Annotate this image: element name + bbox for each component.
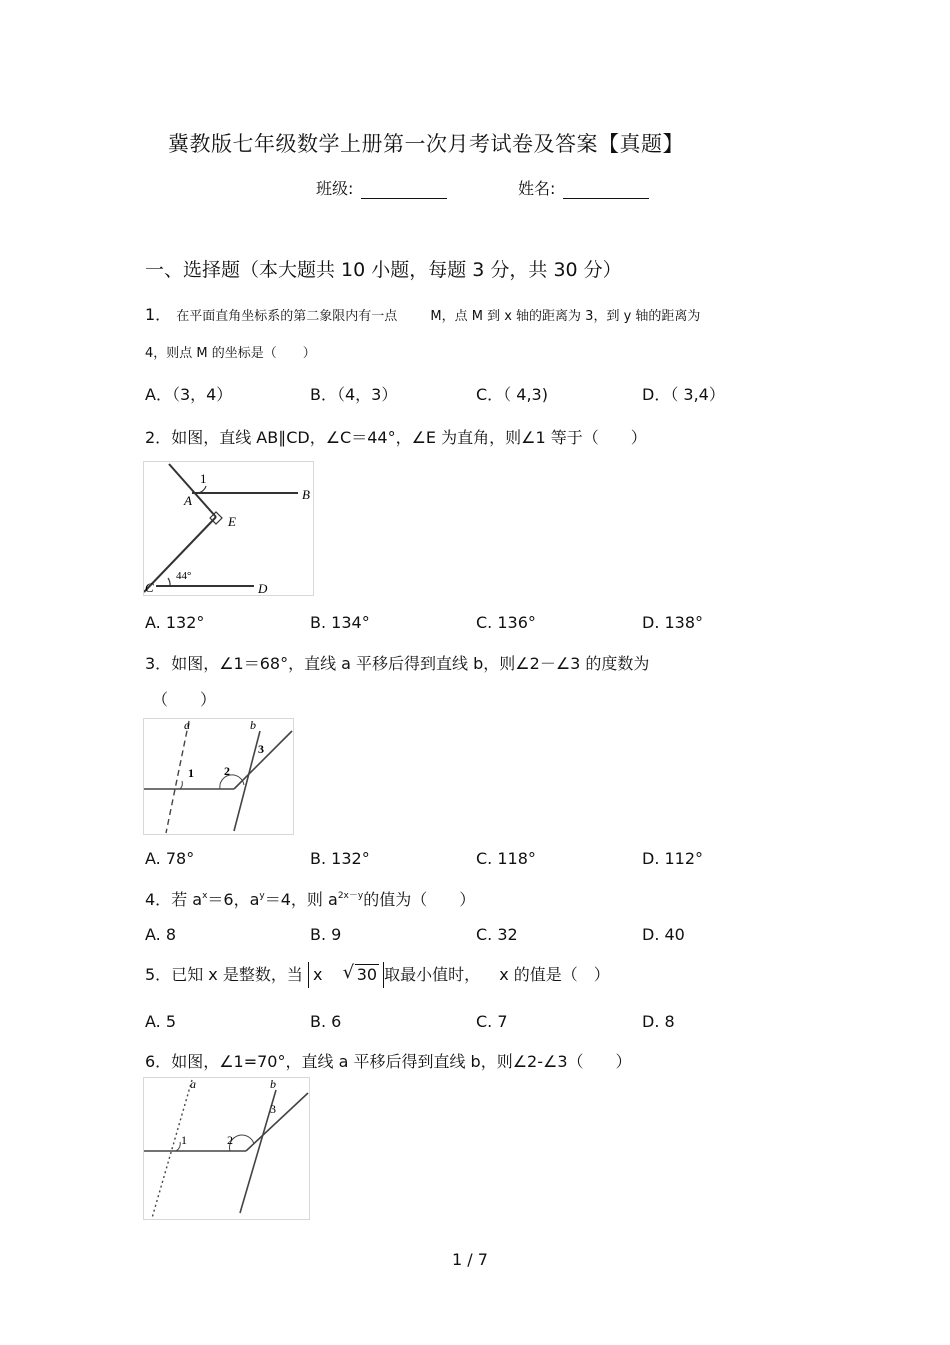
option-b: B. 6 <box>310 1012 342 1031</box>
figure-label: b <box>270 1078 276 1091</box>
figure-label: 2 <box>224 764 230 778</box>
question-3-paren: （ ） <box>152 690 217 709</box>
page-number: 1 / 7 <box>452 1250 488 1269</box>
option-d: D. 138° <box>642 613 704 632</box>
option-a: A. 8 <box>145 925 177 944</box>
option-d: D. 8 <box>642 1012 675 1031</box>
absolute-value-expression <box>308 962 384 988</box>
question-number: 4． <box>145 890 172 909</box>
question-number: 2． <box>145 428 172 447</box>
question-number: 6． <box>145 1052 172 1071</box>
figure-label: b <box>250 719 256 732</box>
question-3 <box>145 651 649 674</box>
figure-q2 <box>143 461 314 596</box>
question-text: 如图，∠1=70°，直线 a 平移后得到直线 b，则∠2-∠3（ ） <box>171 1052 632 1071</box>
superscript: x <box>202 891 208 901</box>
page-title: 冀教版七年级数学上册第一次月考试卷及答案【真题】 <box>168 132 684 156</box>
sqrt-expression <box>343 962 379 988</box>
option-d: D. 112° <box>642 849 704 868</box>
option-c: C．（ 4,3) <box>476 385 548 404</box>
question-1-line-1 <box>145 302 700 325</box>
option-c: C. 136° <box>476 613 536 632</box>
question-text: 已知 x 是整数，当 <box>171 965 303 984</box>
section-heading: 一、选择题（本大题共 10 小题，每题 3 分，共 30 分） <box>145 259 622 281</box>
name-field <box>518 176 649 199</box>
class-blank <box>361 182 447 199</box>
figure-q6 <box>143 1077 310 1220</box>
math-var: x <box>312 965 323 984</box>
name-label: 姓名: <box>518 179 556 198</box>
option-b: B. 9 <box>310 925 342 944</box>
question-number: 5． <box>145 965 172 984</box>
question-text: ＝6，a <box>207 890 260 909</box>
question-text: 如图，∠1＝68°，直线 a 平移后得到直线 b，则∠2－∠3 的度数为 <box>171 654 650 673</box>
figure-label: a <box>190 1078 196 1091</box>
option-c: C. 7 <box>476 1012 508 1031</box>
class-label: 班级: <box>316 179 354 198</box>
option-d: D. 40 <box>642 925 685 944</box>
figure-label: 3 <box>270 1102 276 1116</box>
superscript: y <box>259 891 265 901</box>
question-6 <box>145 1049 632 1072</box>
question-text: 如图，直线 AB∥CD，∠C＝44°，∠E 为直角，则∠1 等于（ ） <box>171 428 647 447</box>
option-c: C. 32 <box>476 925 518 944</box>
question-text: 的值为（ ） <box>363 890 476 909</box>
math-value: 30 <box>356 965 378 984</box>
question-text: 若 a <box>171 890 203 909</box>
figure-label: 3 <box>258 742 264 756</box>
option-a: A. 5 <box>145 1012 177 1031</box>
figure-label: A <box>184 493 192 508</box>
question-text: M，点 M 到 x 轴的距离为 3，到 y 轴的距离为 <box>430 309 701 324</box>
option-a: A. 132° <box>145 613 205 632</box>
name-blank <box>563 182 649 199</box>
question-text: 取最小值时， <box>384 965 481 984</box>
question-text: 在平面直角坐标系的第二象限内有一点 <box>176 309 398 324</box>
question-5 <box>145 962 610 988</box>
option-d: D．（ 3,4） <box>642 385 725 404</box>
figure-label: B <box>302 487 310 502</box>
figure-label: 1 <box>200 471 207 486</box>
class-field <box>316 176 447 199</box>
question-text: ＝4，则 a <box>264 890 338 909</box>
question-4 <box>145 887 475 910</box>
figure-label: 1 <box>188 766 194 780</box>
question-2 <box>145 425 647 448</box>
option-a: A．（3，4） <box>145 385 233 404</box>
figure-label: 2 <box>227 1133 233 1147</box>
option-b: B．（4，3） <box>310 385 398 404</box>
question-number: 1． <box>145 305 172 324</box>
figure-label: 44° <box>176 570 192 582</box>
figure-label: D <box>258 581 268 595</box>
option-b: B. 132° <box>310 849 370 868</box>
figure-label: C <box>145 580 154 595</box>
option-b: B. 134° <box>310 613 370 632</box>
figure-label: 1 <box>181 1133 187 1147</box>
question-1-line-2: 4，则点 M 的坐标是（ ） <box>145 346 316 361</box>
option-a: A. 78° <box>145 849 195 868</box>
option-c: C. 118° <box>476 849 536 868</box>
question-text: x 的值是（ ） <box>499 965 610 984</box>
figure-label: a <box>184 719 190 732</box>
question-number: 3． <box>145 654 172 673</box>
figure-q3 <box>143 718 294 835</box>
figure-label: E <box>228 514 236 529</box>
superscript: 2x－y <box>337 891 364 901</box>
